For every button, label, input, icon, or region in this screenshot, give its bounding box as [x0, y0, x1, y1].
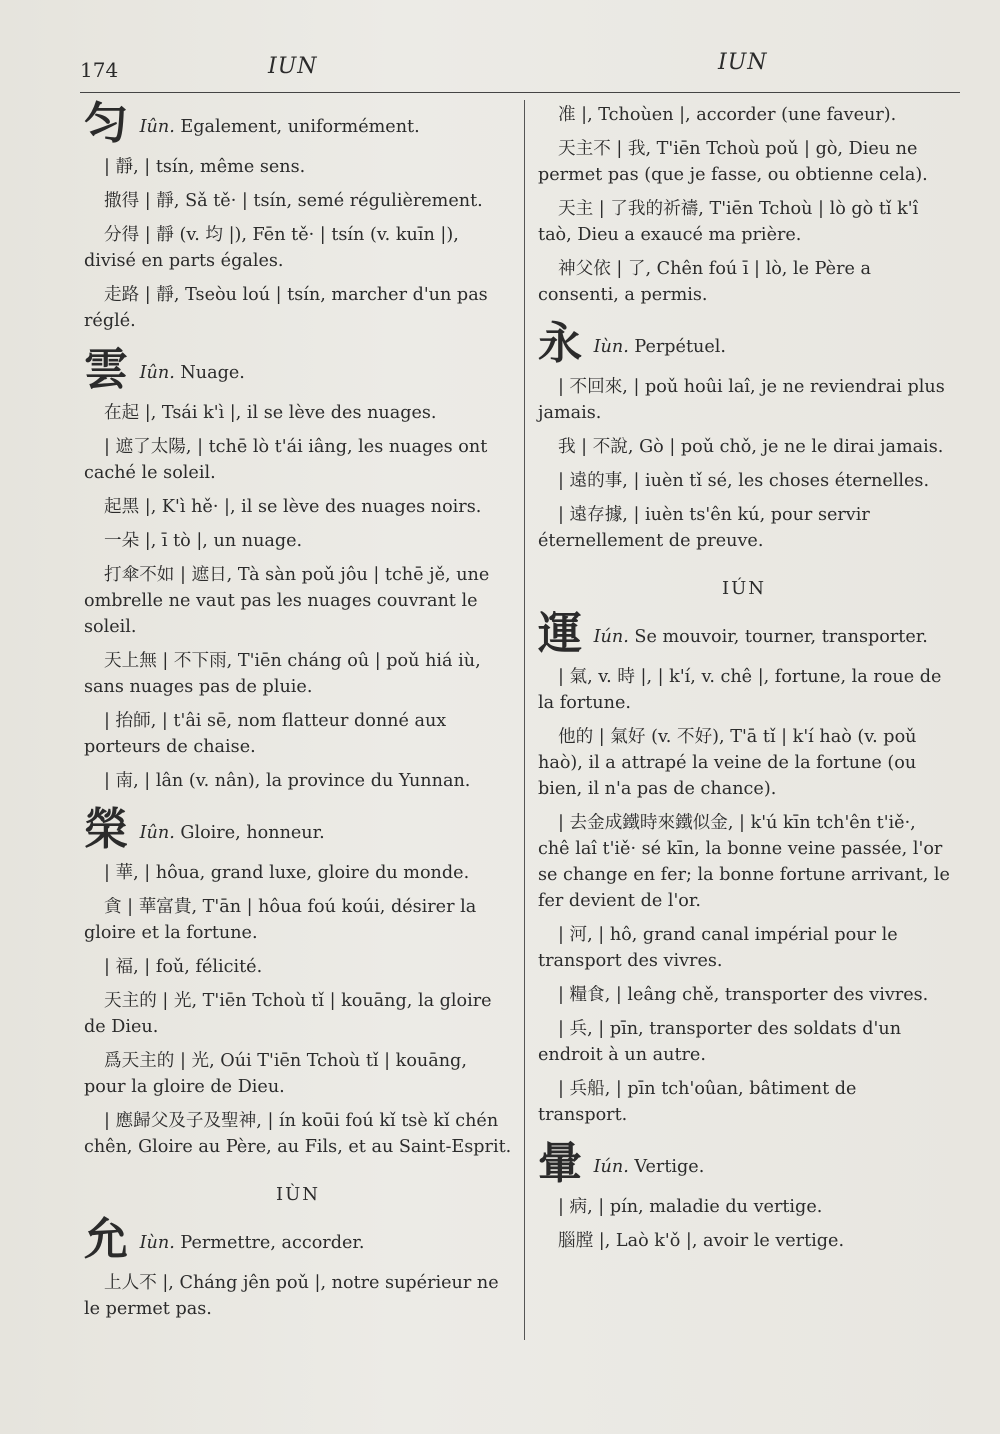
entry-head-yong [538, 318, 950, 369]
head-character: 永 [538, 318, 582, 369]
sub-entry: 天主 | 了我的祈禱, T'iēn Tchoù | lò gò tǐ k'î taò, Dieu a exaucé ma prière. [538, 199, 919, 245]
head-romanization: Iûn. [139, 823, 175, 843]
sub-entry: 天主不 | 我, T'iēn Tchoù poǔ | gò, Dieu ne permet pas (que je fasse, ou obtienne cela). [538, 139, 928, 185]
entry-head-rong [84, 804, 512, 855]
right-column [538, 102, 950, 1262]
sub-entry: 撒得 | 靜, Sǎ tě· | tsín, semé régulièrement. [104, 191, 483, 211]
sub-entry: | 抬師, | t'âi sē, nom flatteur donné aux porteurs de chaise. [84, 711, 447, 757]
sub-entry: 一朵 |, ī tò |, un nuage. [104, 531, 303, 551]
sub-entry: 他的 | 氣好 (v. 不好), T'ā tǐ | k'í haò (v. poǔ haò), il a attrapé la veine de la fortune (ou bien, il n'a pas de chance). [538, 727, 917, 799]
sub-entry: | 華, | hôua, grand luxe, gloire du monde. [104, 863, 470, 883]
sub-entry: 天主的 | 光, T'iēn Tchoù tǐ | kouāng, la gloire de Dieu. [84, 991, 492, 1037]
sub-entry: | 遠存據, | iuèn ts'ên kú, pour servir éternellement de preuve. [538, 505, 870, 551]
sub-entry: 分得 | 靜 (v. 均 |), Fēn tě· | tsín (v. kuīn |), divisé en parts égales. [84, 225, 459, 271]
sub-entry: | 去金成鐵時來鐵似金, | k'ú kīn tch'ên t'iě·, chê laî t'iě· sé kīn, la bonne veine passée, l'or se change en fer; la bonne fortune arrivant, le fer devient de l'or. [538, 813, 950, 911]
head-character: 允 [84, 1214, 128, 1265]
entry-head-yun-dizzy [538, 1138, 950, 1189]
section-heading: IÚN [721, 578, 767, 599]
sub-entry: | 福, | foǔ, félicité. [104, 957, 263, 977]
column-divider [524, 100, 525, 1340]
head-definition: Egalement, uniformément. [180, 117, 420, 137]
sub-entry: 起黑 |, K'ì hě· |, il se lève des nuages noirs. [104, 497, 482, 517]
sub-entry: 准 |, Tchoùen |, accorder (une faveur). [558, 105, 897, 125]
sub-entry: | 遠的事, | iuèn tǐ sé, les choses éternelles. [558, 471, 930, 491]
sub-entry: | 靜, | tsín, même sens. [104, 157, 306, 177]
sub-entry: | 不回來, | poǔ hoûi laî, je ne reviendrai plus jamais. [538, 377, 945, 423]
sub-entry: 在起 |, Tsái k'ì |, il se lève des nuages. [104, 403, 437, 423]
head-character: 雲 [84, 344, 128, 395]
head-romanization: Iún. [593, 627, 629, 647]
sub-entry: | 糧食, | leâng chě, transporter des vivres. [558, 985, 929, 1005]
sub-entry: | 南, | lân (v. nân), la province du Yunnan. [104, 771, 471, 791]
page-header [80, 50, 960, 90]
sub-entry: 貪 | 華富貴, T'ān | hôua foú koúi, désirer la gloire et la fortune. [84, 897, 477, 943]
entry-head-jun [84, 98, 512, 149]
sub-entry: | 河, | hô, grand canal impérial pour le transport des vivres. [538, 925, 898, 971]
head-definition: Vertige. [634, 1157, 705, 1177]
head-definition: Gloire, honneur. [180, 823, 325, 843]
sub-entry: 神父依 | 了, Chên foú ī | lò, le Père a consenti, a permis. [538, 259, 871, 305]
sub-entry: 走路 | 靜, Tseòu loú | tsín, marcher d'un pas réglé. [84, 285, 488, 331]
sub-entry: | 氣, v. 時 |, | k'í, v. chê |, fortune, la roue de la fortune. [538, 667, 942, 713]
head-romanization: Iún. [593, 1157, 629, 1177]
page-number: 174 [80, 58, 119, 82]
head-definition: Perpétuel. [634, 337, 726, 357]
head-romanization: Iùn. [139, 1233, 175, 1253]
head-romanization: Iùn. [593, 337, 629, 357]
running-head-left: IUN [268, 54, 318, 79]
sub-entry: | 兵船, | pīn tch'oûan, bâtiment de transport. [538, 1079, 857, 1125]
sub-entry: 打傘不如 | 遮日, Tà sàn poǔ jôu | tchē jě, une ombrelle ne vaut pas les nuages couvrant le soleil. [84, 565, 490, 637]
head-definition: Permettre, accorder. [180, 1233, 365, 1253]
sub-entry: | 應歸父及子及聖神, | ín koūi foú kǐ tsè kǐ chén chên, Gloire au Père, au Fils, et au Saint-Esprit. [84, 1111, 512, 1157]
entry-head-yun-cloud [84, 344, 512, 395]
sub-entry: | 遮了太陽, | tchē lò t'ái iâng, les nuages ont caché le soleil. [84, 437, 488, 483]
head-definition: Se mouvoir, tourner, transporter. [634, 627, 928, 647]
head-definition: Nuage. [180, 363, 245, 383]
head-character: 暈 [538, 1138, 582, 1189]
entry-head-yun-transport [538, 608, 950, 659]
sub-entry: 我 | 不說, Gò | poǔ chǒ, je ne le dirai jamais. [558, 437, 944, 457]
left-column [84, 98, 512, 1330]
sub-entry: 上人不 |, Cháng jên poǔ |, notre supérieur ne le permet pas. [84, 1273, 499, 1319]
head-character: 榮 [84, 804, 128, 855]
head-romanization: Iûn. [139, 363, 175, 383]
header-rule [80, 92, 960, 93]
section-heading: IÙN [275, 1184, 321, 1205]
running-head-right: IUN [718, 50, 768, 75]
head-romanization: Iûn. [139, 117, 175, 137]
head-character: 匀 [84, 98, 128, 149]
sub-entry: | 兵, | pīn, transporter des soldats d'un endroit à un autre. [538, 1019, 902, 1065]
entry-head-yun-permit [84, 1214, 512, 1265]
sub-entry: 爲天主的 | 光, Oúi T'iēn Tchoù tǐ | kouāng, pour la gloire de Dieu. [84, 1051, 467, 1097]
head-character: 運 [538, 608, 582, 659]
sub-entry: 天上無 | 不下雨, T'iēn cháng oû | poǔ hiá iù, sans nuages pas de pluie. [84, 651, 481, 697]
sub-entry: 腦膛 |, Laò k'ǒ |, avoir le vertige. [558, 1231, 845, 1251]
sub-entry: | 病, | pín, maladie du vertige. [558, 1197, 823, 1217]
